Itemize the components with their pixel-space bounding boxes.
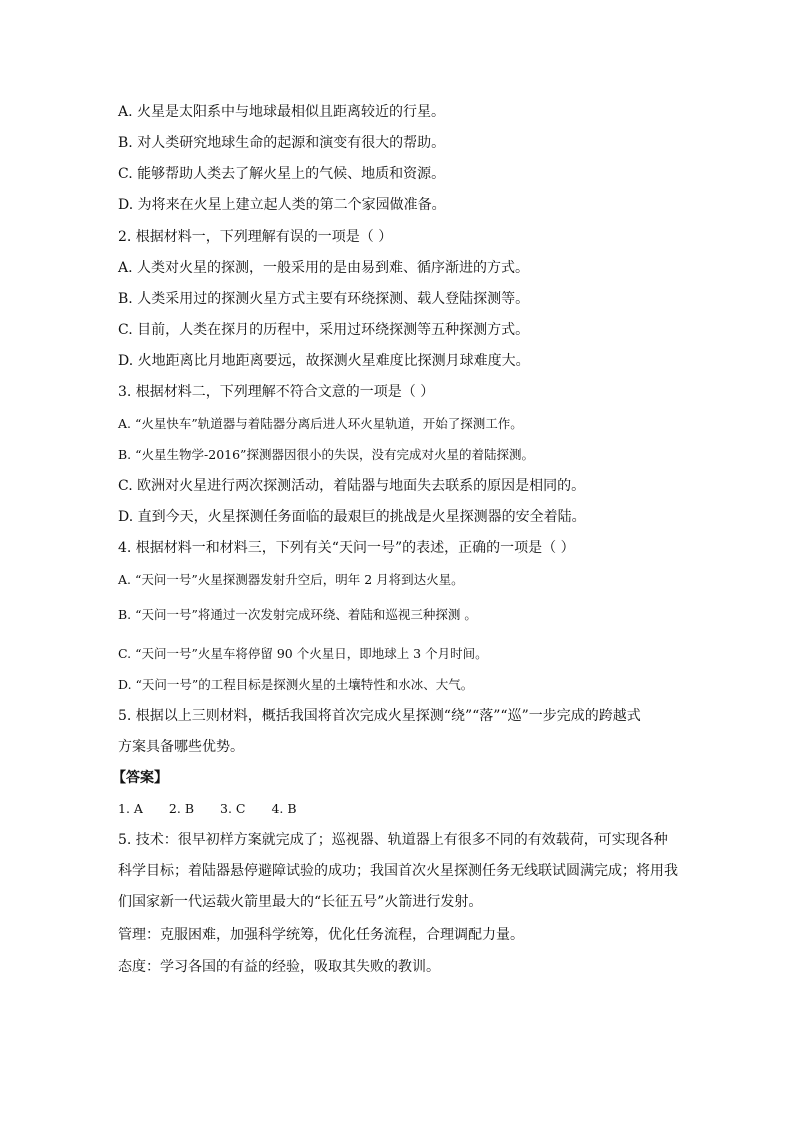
q2-option-b: B. 人类采用过的探测火星方式主要有环绕探测、载人登陆探测等。 [118,291,530,307]
answer-header: 【答案】 [112,770,168,786]
q5-stem-line-1: 5. 根据以上三则材料，概括我国将首次完成火星探测“绕”“落”“巡”一步完成的跨越式 [118,708,641,724]
answer-3: 3. C [220,801,246,816]
q2-option-d: D. 火地距离比月地距离要远，故探测火星难度比探测月球难度大。 [118,353,530,369]
answer5-attitude: 态度：学习各国的有益的经验，吸取其失败的教训。 [118,959,440,975]
answer-4: 4. B [271,801,297,816]
q4-option-a: A. “天问一号”火星探测器发射升空后，明年 2 月将到达火星。 [118,572,464,587]
q2-option-a: A. 人类对火星的探测，一般采用的是由易到难、循序渐进的方式。 [118,260,530,276]
q1-option-b: B. 对人类研究地球生命的起源和演变有很大的帮助。 [118,135,446,151]
q3-option-c: C. 欧洲对火星进行两次探测活动，着陆器与地面失去联系的原因是相同的。 [118,478,586,494]
q4-option-c: C. “天问一号”火星车将停留 90 个火星日，即地球上 3 个月时间。 [118,646,488,661]
q4-stem: 4. 根据材料一和材料三，下列有关“天问一号”的表述，正确的一项是（ ） [118,540,575,556]
q3-stem: 3. 根据材料二，下列理解不符合文意的一项是（ ） [118,384,435,400]
q2-option-c: C. 目前，人类在探月的历程中，采用过环绕探测等五种探测方式。 [118,322,530,338]
q1-option-a: A. 火星是太阳系中与地球最相似且距离较近的行星。 [118,104,446,120]
answer-1: 1. A [118,801,143,816]
q1-option-d: D. 为将来在火星上建立起人类的第二个家园做准备。 [118,197,446,213]
q1-option-c: C. 能够帮助人类去了解火星上的气候、地质和资源。 [118,166,446,182]
q5-stem-line-2: 方案具备哪些优势。 [118,739,244,755]
q3-option-a: A. “火星快车”轨道器与着陆器分离后进人环火星轨道，开始了探测工作。 [118,416,523,431]
answer5-line-1: 5. 技术：很早初样方案就完成了；巡视器、轨道器上有很多不同的有效载荷，可实现各种 [118,832,668,848]
choice-answers [118,800,297,818]
q4-option-d: D. “天问一号”的工程目标是探测火星的土壤特性和水冰、大气。 [118,677,474,692]
q3-option-d: D. 直到今天，火星探测任务面临的最艰巨的挑战是火星探测器的安全着陆。 [118,509,586,525]
answer5-line-2: 科学目标；着陆器悬停避障试验的成功；我国首次火星探测任务无线联试圆满完成；将用我 [118,863,678,879]
answer5-management: 管理：克服困难，加强科学统筹，优化任务流程，合理调配力量。 [118,927,524,943]
answer5-line-3: 们国家新一代运载火箭里最大的“长征五号”火箭进行发射。 [118,894,483,910]
q3-option-b: B. “火星生物学-2016”探测器因很小的失误，没有完成对火星的着陆探测。 [118,447,534,462]
q4-option-b: B. “天问一号”将通过一次发射完成环绕、着陆和巡视三种探测 。 [118,607,477,622]
q2-stem: 2. 根据材料一，下列理解有误的一项是（ ） [118,229,393,245]
answer-2: 2. B [168,801,195,816]
